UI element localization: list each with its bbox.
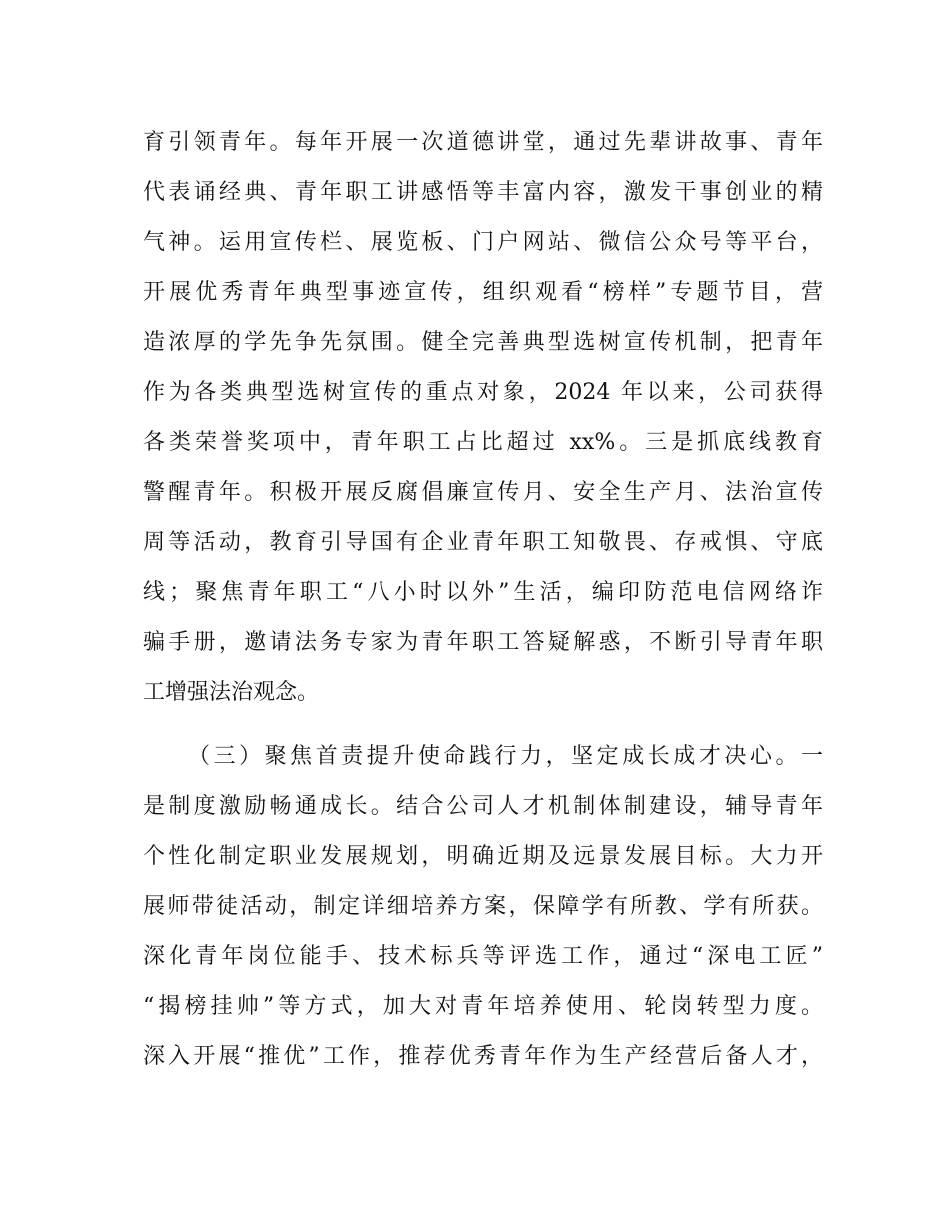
text-line: 气神。运用宣传栏、展览板、门户网站、微信公众号等平台，: [143, 230, 823, 255]
text-line: 展师带徒活动，制定详细培养方案，保障学有所教、学有所获。: [143, 894, 823, 919]
text-line: 各类荣誉奖项中，青年职工占比超过 xx%。三是抓底线教育: [143, 430, 823, 455]
text-line: “揭榜挂帅”等方式，加大对青年培养使用、轮岗转型力度。: [143, 994, 823, 1019]
text-line: 周等活动，教育引导国有企业青年职工知敬畏、存戒惧、守底: [143, 530, 823, 555]
text-line: 开展优秀青年典型事迹宣传，组织观看“榜样”专题节目，营: [143, 280, 823, 305]
text-line: 深入开展“推优”工作，推荐优秀青年作为生产经营后备人才，: [143, 1044, 823, 1069]
text-line: 造浓厚的学先争先氛围。健全完善典型选树宣传机制，把青年: [143, 330, 823, 355]
text-line: 作为各类典型选树宣传的重点对象，2024 年以来，公司获得: [143, 380, 823, 405]
text-line: 深化青年岗位能手、技术标兵等评选工作，通过“深电工匠”: [143, 944, 823, 969]
text-line: 个性化制定职业发展规划，明确近期及远景发展目标。大力开: [143, 844, 823, 869]
section-heading-line: （三）聚焦首责提升使命践行力，坚定成长成才决心。一: [188, 744, 823, 769]
text-line: 骗手册，邀请法务专家为青年职工答疑解惑，不断引导青年职: [143, 630, 823, 655]
text-line: 警醒青年。积极开展反腐倡廉宣传月、安全生产月、法治宣传: [143, 480, 823, 505]
text-line: 是制度激励畅通成长。结合公司人才机制体制建设，辅导青年: [143, 794, 823, 819]
text-line: 代表诵经典、青年职工讲感悟等丰富内容，激发干事创业的精: [143, 180, 823, 205]
text-line: 工增强法治观念。: [143, 680, 320, 705]
text-line: 育引领青年。每年开展一次道德讲堂，通过先辈讲故事、青年: [143, 130, 823, 155]
text-line: 线；聚焦青年职工“八小时以外”生活，编印防范电信网络诈: [143, 580, 823, 605]
